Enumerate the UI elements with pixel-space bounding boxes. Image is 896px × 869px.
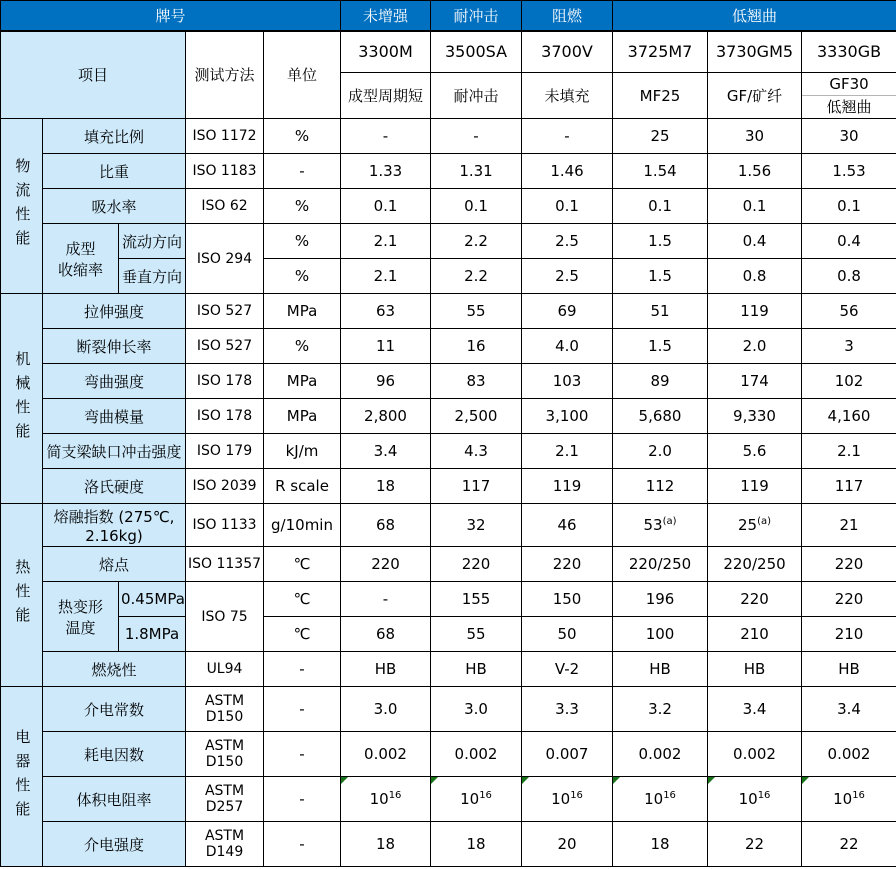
value-cell: 0.1 xyxy=(708,189,802,224)
row-label-line2: 温度 xyxy=(65,618,96,637)
method-cell: ISO 178 xyxy=(186,364,264,399)
unit-header-label: 单位 xyxy=(264,31,341,119)
value-cell: 119 xyxy=(708,469,802,504)
value-cell: 112 xyxy=(613,469,708,504)
group-header-unreinforced: 未增强 xyxy=(341,1,431,31)
value-cell xyxy=(708,504,802,547)
value-cell: 22 xyxy=(708,822,802,867)
row-label-hdt xyxy=(43,582,119,652)
value-cell: 68 xyxy=(341,504,431,547)
unit-cell: - xyxy=(264,732,341,777)
value-cell: HB xyxy=(431,652,522,687)
row-label: 耗电因数 xyxy=(43,732,186,777)
value-cell: 2.0 xyxy=(708,329,802,364)
method-cell xyxy=(186,687,264,732)
value-cell: 21 xyxy=(802,504,896,547)
value-exponent: 16 xyxy=(852,790,865,801)
row-sublabel: 1.8MPa xyxy=(119,617,186,652)
value-cell: 4,160 xyxy=(802,399,896,434)
method-cell: ISO 75 xyxy=(186,582,264,652)
value-cell: 2.5 xyxy=(522,259,613,294)
row-label-line2: 收缩率 xyxy=(57,260,103,279)
row-label: 弯曲模量 xyxy=(43,399,186,434)
brand-name-3500SA: 3500SA xyxy=(431,31,522,73)
value-cell: 1.5 xyxy=(613,259,708,294)
row-label: 简支梁缺口冲击强度 xyxy=(43,434,186,469)
value-cell: HB xyxy=(341,652,431,687)
unit-cell: - xyxy=(264,652,341,687)
value-cell: 2,500 xyxy=(431,399,522,434)
brand-desc: 成型周期短 xyxy=(341,73,431,119)
value-cell: 63 xyxy=(341,294,431,329)
method-cell: ISO 527 xyxy=(186,294,264,329)
value-cell: 69 xyxy=(522,294,613,329)
value-cell: 55 xyxy=(431,617,522,652)
value-cell: 0.002 xyxy=(613,732,708,777)
value-cell: 0.8 xyxy=(708,259,802,294)
unit-cell: ℃ xyxy=(264,547,341,582)
value-cell xyxy=(613,504,708,547)
value-cell: 220 xyxy=(431,547,522,582)
method-cell: UL94 xyxy=(186,652,264,687)
row-label: 填充比例 xyxy=(43,119,186,154)
brand-name-3730GM5: 3730GM5 xyxy=(708,31,802,73)
brand-name-3725M7: 3725M7 xyxy=(613,31,708,73)
value-cell: 1.46 xyxy=(522,154,613,189)
row-label: 燃烧性 xyxy=(43,652,186,687)
value-cell: 0.1 xyxy=(613,189,708,224)
value-cell: 16 xyxy=(431,329,522,364)
value-cell: 119 xyxy=(708,294,802,329)
value-cell: 5.6 xyxy=(708,434,802,469)
group-header-flame: 阻燃 xyxy=(522,1,613,31)
value-cell: 0.4 xyxy=(708,224,802,259)
method-cell: ISO 294 xyxy=(186,224,264,294)
value-cell: 30 xyxy=(802,119,896,154)
value-cell: 3 xyxy=(802,329,896,364)
value-cell: 9,330 xyxy=(708,399,802,434)
value-cell: 117 xyxy=(802,469,896,504)
value-cell: 46 xyxy=(522,504,613,547)
unit-cell: g/10min xyxy=(264,504,341,547)
value-cell: 0.8 xyxy=(802,259,896,294)
unit-cell: % xyxy=(264,189,341,224)
value-cell: - xyxy=(522,119,613,154)
green-corner-marker-icon xyxy=(802,777,809,784)
method-cell xyxy=(186,822,264,867)
section-label-physical xyxy=(1,119,43,294)
value-cell: 89 xyxy=(613,364,708,399)
value-cell: 3.0 xyxy=(341,687,431,732)
unit-cell: - xyxy=(264,687,341,732)
green-corner-marker-icon xyxy=(341,777,348,784)
value-cell: 83 xyxy=(431,364,522,399)
unit-cell: % xyxy=(264,119,341,154)
value-cell: 174 xyxy=(708,364,802,399)
brand-name-3330GB: 3330GB xyxy=(802,31,896,73)
value-cell: 11 xyxy=(341,329,431,364)
value-cell: 18 xyxy=(341,469,431,504)
value-cell: - xyxy=(341,119,431,154)
value-cell: 220/250 xyxy=(708,547,802,582)
green-corner-marker-icon xyxy=(431,777,438,784)
row-label-shrinkage xyxy=(43,224,119,294)
brand-desc: 耐冲击 xyxy=(431,73,522,119)
value-text: 10 xyxy=(833,790,853,808)
value-cell: 220/250 xyxy=(613,547,708,582)
unit-cell: MPa xyxy=(264,364,341,399)
brand-name-3300M: 3300M xyxy=(341,31,431,73)
value-cell: 210 xyxy=(708,617,802,652)
value-cell: 18 xyxy=(431,822,522,867)
value-cell: 0.007 xyxy=(522,732,613,777)
brand-desc-bottom: 低翘曲 xyxy=(802,95,896,118)
value-cell: 3,100 xyxy=(522,399,613,434)
value-cell: 3.2 xyxy=(613,687,708,732)
value-cell: 210 xyxy=(802,617,896,652)
method-cell: ISO 178 xyxy=(186,399,264,434)
value-cell: 0.002 xyxy=(431,732,522,777)
green-corner-marker-icon xyxy=(522,777,529,784)
row-label: 熔融指数 (275℃, 2.16kg) xyxy=(43,504,186,547)
value-cell: 56 xyxy=(802,294,896,329)
method-line2: D149 xyxy=(205,844,244,860)
value-cell: 3.4 xyxy=(708,687,802,732)
value-cell: 2.1 xyxy=(341,224,431,259)
value-cell: 1.31 xyxy=(431,154,522,189)
value-cell: 3.4 xyxy=(802,687,896,732)
value-cell-resistivity xyxy=(522,777,613,822)
value-text: 10 xyxy=(551,790,571,808)
value-cell: 30 xyxy=(708,119,802,154)
value-cell-resistivity xyxy=(341,777,431,822)
brand-name-3700V: 3700V xyxy=(522,31,613,73)
brand-desc: GF/矿纤 xyxy=(708,73,802,119)
value-exponent: 16 xyxy=(570,790,583,801)
value-cell: 68 xyxy=(341,617,431,652)
method-line1: ASTM xyxy=(204,828,245,844)
method-cell: ISO 179 xyxy=(186,434,264,469)
row-label: 比重 xyxy=(43,154,186,189)
row-label-line1: 成型 xyxy=(65,239,96,258)
value-cell: 220 xyxy=(802,582,896,617)
section-label-text: 电器性能 xyxy=(13,728,32,825)
value-cell: 196 xyxy=(613,582,708,617)
value-cell: 220 xyxy=(522,547,613,582)
method-header-label: 测试方法 xyxy=(186,31,264,119)
group-header-low-warp: 低翘曲 xyxy=(613,1,896,31)
value-cell: 0.1 xyxy=(802,189,896,224)
value-cell: 1.33 xyxy=(341,154,431,189)
value-cell: 51 xyxy=(613,294,708,329)
value-cell: HB xyxy=(708,652,802,687)
value-cell: 220 xyxy=(802,547,896,582)
value-exponent: 16 xyxy=(388,790,402,801)
value-text: 10 xyxy=(644,790,664,808)
row-sublabel: 垂直方向 xyxy=(119,259,186,294)
method-line2: D150 xyxy=(205,754,244,770)
value-cell: 155 xyxy=(431,582,522,617)
unit-cell: kJ/m xyxy=(264,434,341,469)
unit-cell: % xyxy=(264,259,341,294)
unit-cell: R scale xyxy=(264,469,341,504)
unit-cell: % xyxy=(264,329,341,364)
value-cell-resistivity xyxy=(802,777,896,822)
value-cell: 4.0 xyxy=(522,329,613,364)
row-sublabel: 0.45MPa xyxy=(119,582,186,617)
value-cell: 102 xyxy=(802,364,896,399)
value-cell: 22 xyxy=(802,822,896,867)
value-cell: 0.1 xyxy=(522,189,613,224)
brand-desc-top: GF30 xyxy=(829,75,869,93)
value-cell: 0.002 xyxy=(341,732,431,777)
value-cell: 100 xyxy=(613,617,708,652)
row-label: 介电常数 xyxy=(43,687,186,732)
value-cell-resistivity xyxy=(431,777,522,822)
row-sublabel: 流动方向 xyxy=(119,224,186,259)
value-cell: 2.1 xyxy=(802,434,896,469)
value-cell: 2.2 xyxy=(431,259,522,294)
item-header-label: 项目 xyxy=(1,31,186,119)
value-cell: 0.4 xyxy=(802,224,896,259)
unit-cell: ℃ xyxy=(264,617,341,652)
value-exponent: 16 xyxy=(479,790,492,801)
value-cell: 2.1 xyxy=(522,434,613,469)
value-text: 10 xyxy=(369,790,389,808)
unit-cell: MPa xyxy=(264,399,341,434)
value-cell: 18 xyxy=(613,822,708,867)
value-cell: 1.53 xyxy=(802,154,896,189)
value-cell: 32 xyxy=(431,504,522,547)
value-cell: 25 xyxy=(613,119,708,154)
section-label-mechanical xyxy=(1,294,43,504)
value-cell: 2,800 xyxy=(341,399,431,434)
method-cell: ISO 1183 xyxy=(186,154,264,189)
section-label-text: 物流性能 xyxy=(13,158,32,254)
value-cell: 0.002 xyxy=(802,732,896,777)
superscript-note: (a) xyxy=(662,516,677,527)
method-line2: D150 xyxy=(205,709,244,725)
row-label: 弯曲强度 xyxy=(43,364,186,399)
method-cell: ISO 62 xyxy=(186,189,264,224)
row-label: 吸水率 xyxy=(43,189,186,224)
value-text: 10 xyxy=(738,790,758,808)
brand-header-label: 牌号 xyxy=(1,1,341,31)
unit-cell: - xyxy=(264,777,341,822)
value-cell: 117 xyxy=(431,469,522,504)
method-cell: ISO 1133 xyxy=(186,504,264,547)
method-cell: ISO 11357 xyxy=(186,547,264,582)
value-cell: 0.002 xyxy=(708,732,802,777)
row-label: 熔点 xyxy=(43,547,186,582)
row-label-line1: 热变形 xyxy=(57,597,103,616)
value-cell: 220 xyxy=(708,582,802,617)
section-label-text: 热性能 xyxy=(13,559,32,631)
section-label-electrical xyxy=(1,687,43,867)
value-cell: 3.0 xyxy=(431,687,522,732)
value-cell: - xyxy=(341,582,431,617)
value-exponent: 16 xyxy=(663,790,676,801)
value-cell: 4.3 xyxy=(431,434,522,469)
value-cell: V-2 xyxy=(522,652,613,687)
method-cell xyxy=(186,777,264,822)
value-cell: 55 xyxy=(431,294,522,329)
row-label: 断裂伸长率 xyxy=(43,329,186,364)
unit-cell: % xyxy=(264,224,341,259)
value-cell: HB xyxy=(613,652,708,687)
green-corner-marker-icon xyxy=(613,777,620,784)
value-cell-resistivity xyxy=(708,777,802,822)
value-cell: 0.1 xyxy=(431,189,522,224)
value-cell: 2.5 xyxy=(522,224,613,259)
value-cell: 103 xyxy=(522,364,613,399)
value-text: 53 xyxy=(643,516,663,534)
value-cell: 2.2 xyxy=(431,224,522,259)
brand-desc: MF25 xyxy=(613,73,708,119)
method-line1: ASTM xyxy=(204,738,245,754)
value-cell: HB xyxy=(802,652,896,687)
value-text: 25 xyxy=(738,516,758,534)
method-cell: ISO 527 xyxy=(186,329,264,364)
value-cell: 3.3 xyxy=(522,687,613,732)
section-label-thermal xyxy=(1,504,43,687)
value-cell: 1.54 xyxy=(613,154,708,189)
method-line1: ASTM xyxy=(204,783,245,799)
value-cell: 0.1 xyxy=(341,189,431,224)
section-label-text: 机械性能 xyxy=(13,350,32,447)
method-cell: ISO 1172 xyxy=(186,119,264,154)
method-cell xyxy=(186,732,264,777)
value-cell: 1.5 xyxy=(613,329,708,364)
value-cell: 96 xyxy=(341,364,431,399)
group-header-impact: 耐冲击 xyxy=(431,1,522,31)
green-corner-marker-icon xyxy=(708,777,715,784)
value-cell: 20 xyxy=(522,822,613,867)
value-exponent: 16 xyxy=(757,790,771,801)
row-label: 介电强度 xyxy=(43,822,186,867)
value-cell: 119 xyxy=(522,469,613,504)
value-cell: 1.5 xyxy=(613,224,708,259)
method-line2: D257 xyxy=(205,799,244,815)
unit-cell: MPa xyxy=(264,294,341,329)
value-cell: 18 xyxy=(341,822,431,867)
value-cell: 2.0 xyxy=(613,434,708,469)
unit-cell: - xyxy=(264,822,341,867)
value-cell: 220 xyxy=(341,547,431,582)
value-cell-resistivity xyxy=(613,777,708,822)
brand-desc-split-cell xyxy=(802,73,896,119)
value-cell: 50 xyxy=(522,617,613,652)
row-label: 体积电阻率 xyxy=(43,777,186,822)
brand-desc: 未填充 xyxy=(522,73,613,119)
value-cell: 1.56 xyxy=(708,154,802,189)
unit-cell: - xyxy=(264,154,341,189)
superscript-note: (a) xyxy=(757,516,772,527)
method-line1: ASTM xyxy=(204,693,245,709)
value-cell: 2.1 xyxy=(341,259,431,294)
row-label: 拉伸强度 xyxy=(43,294,186,329)
unit-cell: ℃ xyxy=(264,582,341,617)
value-cell: 150 xyxy=(522,582,613,617)
value-cell: - xyxy=(431,119,522,154)
row-label: 洛氏硬度 xyxy=(43,469,186,504)
value-cell: 3.4 xyxy=(341,434,431,469)
value-text: 10 xyxy=(460,790,480,808)
value-cell: 5,680 xyxy=(613,399,708,434)
method-cell: ISO 2039 xyxy=(186,469,264,504)
